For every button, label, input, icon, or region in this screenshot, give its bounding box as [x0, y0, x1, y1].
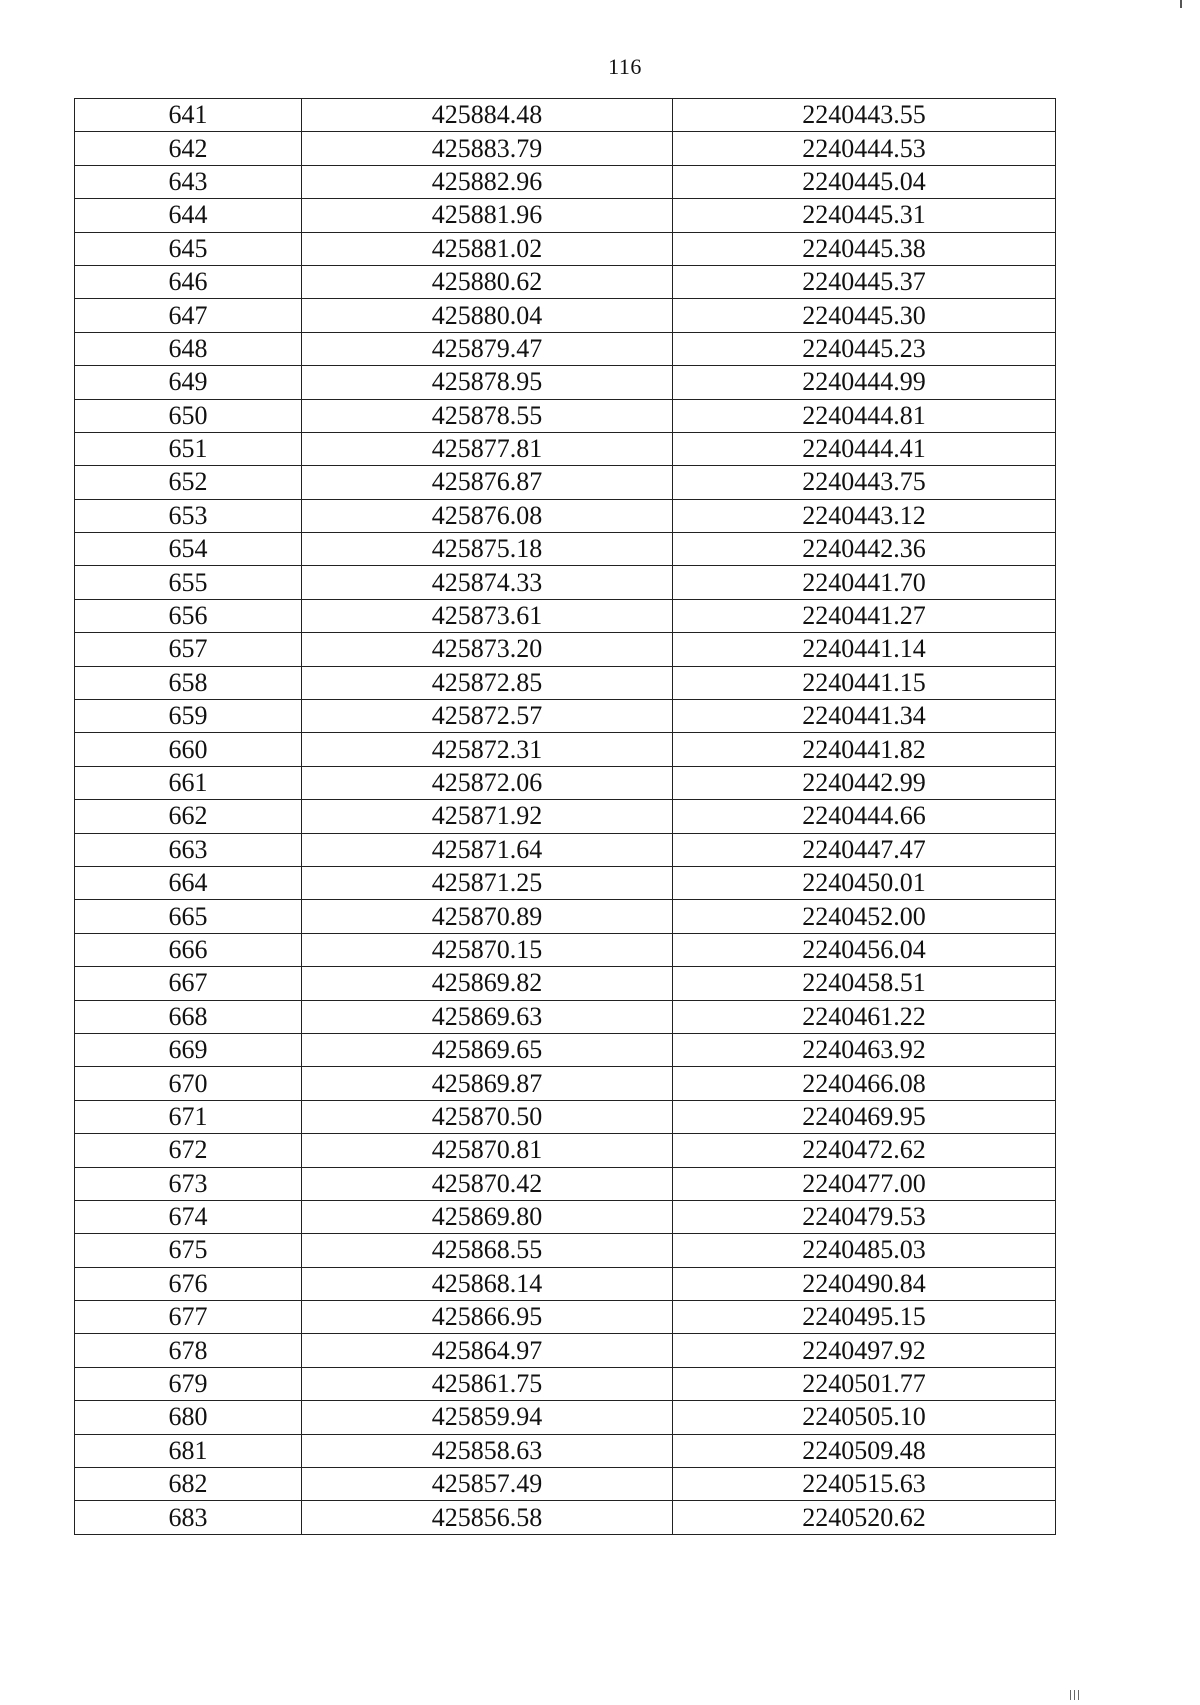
- x-coordinate-cell: 425876.87: [302, 466, 673, 499]
- x-coordinate-cell: 425866.95: [302, 1301, 673, 1334]
- y-coordinate-cell: 2240515.63: [673, 1468, 1056, 1501]
- y-coordinate-cell: 2240441.82: [673, 733, 1056, 766]
- x-coordinate-cell: 425878.55: [302, 399, 673, 432]
- x-coordinate-cell: 425857.49: [302, 1468, 673, 1501]
- table-row: [75, 533, 1056, 566]
- x-coordinate-cell: 425859.94: [302, 1401, 673, 1434]
- y-coordinate-cell: 2240497.92: [673, 1334, 1056, 1367]
- table-row: [75, 900, 1056, 933]
- point-number-cell: 647: [75, 299, 302, 332]
- point-number-cell: 655: [75, 566, 302, 599]
- y-coordinate-cell: 2240445.37: [673, 265, 1056, 298]
- point-number-cell: 659: [75, 700, 302, 733]
- y-coordinate-cell: 2240501.77: [673, 1367, 1056, 1400]
- point-number-cell: 644: [75, 199, 302, 232]
- table-row: [75, 332, 1056, 365]
- coordinate-table-body: [75, 99, 1056, 1535]
- table-row: [75, 1033, 1056, 1066]
- y-coordinate-cell: 2240443.12: [673, 499, 1056, 532]
- x-coordinate-cell: 425870.81: [302, 1134, 673, 1167]
- y-coordinate-cell: 2240452.00: [673, 900, 1056, 933]
- table-row: [75, 1334, 1056, 1367]
- point-number-cell: 662: [75, 800, 302, 833]
- y-coordinate-cell: 2240445.31: [673, 199, 1056, 232]
- y-coordinate-cell: 2240442.99: [673, 766, 1056, 799]
- point-number-cell: 642: [75, 132, 302, 165]
- table-row: [75, 1434, 1056, 1467]
- y-coordinate-cell: 2240466.08: [673, 1067, 1056, 1100]
- point-number-cell: 677: [75, 1301, 302, 1334]
- point-number-cell: 643: [75, 165, 302, 198]
- y-coordinate-cell: 2240441.14: [673, 633, 1056, 666]
- x-coordinate-cell: 425870.50: [302, 1100, 673, 1133]
- x-coordinate-cell: 425880.04: [302, 299, 673, 332]
- table-row: [75, 666, 1056, 699]
- table-row: [75, 599, 1056, 632]
- y-coordinate-cell: 2240444.41: [673, 432, 1056, 465]
- table-row: [75, 99, 1056, 132]
- point-number-cell: 678: [75, 1334, 302, 1367]
- table-row: [75, 566, 1056, 599]
- y-coordinate-cell: 2240495.15: [673, 1301, 1056, 1334]
- y-coordinate-cell: 2240444.99: [673, 366, 1056, 399]
- x-coordinate-cell: 425884.48: [302, 99, 673, 132]
- x-coordinate-cell: 425882.96: [302, 165, 673, 198]
- table-row: [75, 866, 1056, 899]
- x-coordinate-cell: 425871.92: [302, 800, 673, 833]
- point-number-cell: 680: [75, 1401, 302, 1434]
- point-number-cell: 658: [75, 666, 302, 699]
- y-coordinate-cell: 2240477.00: [673, 1167, 1056, 1200]
- x-coordinate-cell: 425880.62: [302, 265, 673, 298]
- x-coordinate-cell: 425872.31: [302, 733, 673, 766]
- table-row: [75, 733, 1056, 766]
- point-number-cell: 683: [75, 1501, 302, 1534]
- y-coordinate-cell: 2240505.10: [673, 1401, 1056, 1434]
- point-number-cell: 645: [75, 232, 302, 265]
- point-number-cell: 652: [75, 466, 302, 499]
- x-coordinate-cell: 425869.80: [302, 1200, 673, 1233]
- x-coordinate-cell: 425861.75: [302, 1367, 673, 1400]
- x-coordinate-cell: 425870.42: [302, 1167, 673, 1200]
- x-coordinate-cell: 425873.20: [302, 633, 673, 666]
- table-row: [75, 967, 1056, 1000]
- y-coordinate-cell: 2240509.48: [673, 1434, 1056, 1467]
- table-row: [75, 499, 1056, 532]
- table-row: [75, 1401, 1056, 1434]
- point-number-cell: 651: [75, 432, 302, 465]
- x-coordinate-cell: 425871.64: [302, 833, 673, 866]
- point-number-cell: 679: [75, 1367, 302, 1400]
- point-number-cell: 653: [75, 499, 302, 532]
- point-number-cell: 666: [75, 933, 302, 966]
- table-row: [75, 1501, 1056, 1534]
- y-coordinate-cell: 2240441.70: [673, 566, 1056, 599]
- y-coordinate-cell: 2240485.03: [673, 1234, 1056, 1267]
- table-row: [75, 1367, 1056, 1400]
- table-row: [75, 633, 1056, 666]
- point-number-cell: 673: [75, 1167, 302, 1200]
- y-coordinate-cell: 2240445.30: [673, 299, 1056, 332]
- point-number-cell: 649: [75, 366, 302, 399]
- table-row: [75, 700, 1056, 733]
- y-coordinate-cell: 2240463.92: [673, 1033, 1056, 1066]
- y-coordinate-cell: 2240490.84: [673, 1267, 1056, 1300]
- table-row: [75, 1167, 1056, 1200]
- point-number-cell: 650: [75, 399, 302, 432]
- x-coordinate-cell: 425883.79: [302, 132, 673, 165]
- point-number-cell: 682: [75, 1468, 302, 1501]
- x-coordinate-cell: 425864.97: [302, 1334, 673, 1367]
- y-coordinate-cell: 2240441.34: [673, 700, 1056, 733]
- point-number-cell: 665: [75, 900, 302, 933]
- y-coordinate-cell: 2240445.23: [673, 332, 1056, 365]
- table-row: [75, 800, 1056, 833]
- point-number-cell: 656: [75, 599, 302, 632]
- table-row: [75, 299, 1056, 332]
- point-number-cell: 654: [75, 533, 302, 566]
- table-row: [75, 1067, 1056, 1100]
- y-coordinate-cell: 2240456.04: [673, 933, 1056, 966]
- x-coordinate-cell: 425868.14: [302, 1267, 673, 1300]
- table-row: [75, 1468, 1056, 1501]
- x-coordinate-cell: 425879.47: [302, 332, 673, 365]
- x-coordinate-cell: 425856.58: [302, 1501, 673, 1534]
- table-row: [75, 1301, 1056, 1334]
- y-coordinate-cell: 2240458.51: [673, 967, 1056, 1000]
- table-row: [75, 833, 1056, 866]
- y-coordinate-cell: 2240469.95: [673, 1100, 1056, 1133]
- point-number-cell: 667: [75, 967, 302, 1000]
- y-coordinate-cell: 2240444.53: [673, 132, 1056, 165]
- point-number-cell: 663: [75, 833, 302, 866]
- x-coordinate-cell: 425871.25: [302, 866, 673, 899]
- table-row: [75, 165, 1056, 198]
- x-coordinate-cell: 425878.95: [302, 366, 673, 399]
- point-number-cell: 672: [75, 1134, 302, 1167]
- point-number-cell: 674: [75, 1200, 302, 1233]
- table-row: [75, 432, 1056, 465]
- x-coordinate-cell: 425872.57: [302, 700, 673, 733]
- y-coordinate-cell: 2240472.62: [673, 1134, 1056, 1167]
- scan-edge-mark: [1070, 1687, 1110, 1697]
- point-number-cell: 669: [75, 1033, 302, 1066]
- point-number-cell: 661: [75, 766, 302, 799]
- x-coordinate-cell: 425877.81: [302, 432, 673, 465]
- y-coordinate-cell: 2240441.27: [673, 599, 1056, 632]
- table-row: [75, 1100, 1056, 1133]
- point-number-cell: 657: [75, 633, 302, 666]
- y-coordinate-cell: 2240444.66: [673, 800, 1056, 833]
- table-row: [75, 1134, 1056, 1167]
- table-row: [75, 933, 1056, 966]
- page-number: 116: [608, 54, 642, 79]
- x-coordinate-cell: 425875.18: [302, 533, 673, 566]
- y-coordinate-cell: 2240443.75: [673, 466, 1056, 499]
- x-coordinate-cell: 425869.87: [302, 1067, 673, 1100]
- x-coordinate-cell: 425881.96: [302, 199, 673, 232]
- y-coordinate-cell: 2240442.36: [673, 533, 1056, 566]
- point-number-cell: 670: [75, 1067, 302, 1100]
- table-row: [75, 199, 1056, 232]
- table-row: [75, 265, 1056, 298]
- point-number-cell: 646: [75, 265, 302, 298]
- table-row: [75, 132, 1056, 165]
- table-row: [75, 1200, 1056, 1233]
- x-coordinate-cell: 425876.08: [302, 499, 673, 532]
- point-number-cell: 675: [75, 1234, 302, 1267]
- table-row: [75, 399, 1056, 432]
- table-row: [75, 232, 1056, 265]
- point-number-cell: 641: [75, 99, 302, 132]
- x-coordinate-cell: 425858.63: [302, 1434, 673, 1467]
- x-coordinate-cell: 425870.89: [302, 900, 673, 933]
- scan-edge-mark: [1180, 0, 1182, 8]
- y-coordinate-cell: 2240443.55: [673, 99, 1056, 132]
- table-row: [75, 766, 1056, 799]
- point-number-cell: 660: [75, 733, 302, 766]
- y-coordinate-cell: 2240447.47: [673, 833, 1056, 866]
- table-row: [75, 1000, 1056, 1033]
- y-coordinate-cell: 2240441.15: [673, 666, 1056, 699]
- table-row: [75, 466, 1056, 499]
- table-row: [75, 366, 1056, 399]
- x-coordinate-cell: 425872.85: [302, 666, 673, 699]
- x-coordinate-cell: 425874.33: [302, 566, 673, 599]
- y-coordinate-cell: 2240445.38: [673, 232, 1056, 265]
- table-row: [75, 1267, 1056, 1300]
- point-number-cell: 668: [75, 1000, 302, 1033]
- x-coordinate-cell: 425869.82: [302, 967, 673, 1000]
- x-coordinate-cell: 425870.15: [302, 933, 673, 966]
- y-coordinate-cell: 2240479.53: [673, 1200, 1056, 1233]
- table-row: [75, 1234, 1056, 1267]
- x-coordinate-cell: 425873.61: [302, 599, 673, 632]
- y-coordinate-cell: 2240450.01: [673, 866, 1056, 899]
- x-coordinate-cell: 425881.02: [302, 232, 673, 265]
- x-coordinate-cell: 425869.63: [302, 1000, 673, 1033]
- point-number-cell: 648: [75, 332, 302, 365]
- point-number-cell: 671: [75, 1100, 302, 1133]
- point-number-cell: 664: [75, 866, 302, 899]
- x-coordinate-cell: 425868.55: [302, 1234, 673, 1267]
- coordinate-table: [74, 98, 1056, 1535]
- y-coordinate-cell: 2240445.04: [673, 165, 1056, 198]
- y-coordinate-cell: 2240520.62: [673, 1501, 1056, 1534]
- x-coordinate-cell: 425869.65: [302, 1033, 673, 1066]
- x-coordinate-cell: 425872.06: [302, 766, 673, 799]
- y-coordinate-cell: 2240461.22: [673, 1000, 1056, 1033]
- y-coordinate-cell: 2240444.81: [673, 399, 1056, 432]
- point-number-cell: 681: [75, 1434, 302, 1467]
- point-number-cell: 676: [75, 1267, 302, 1300]
